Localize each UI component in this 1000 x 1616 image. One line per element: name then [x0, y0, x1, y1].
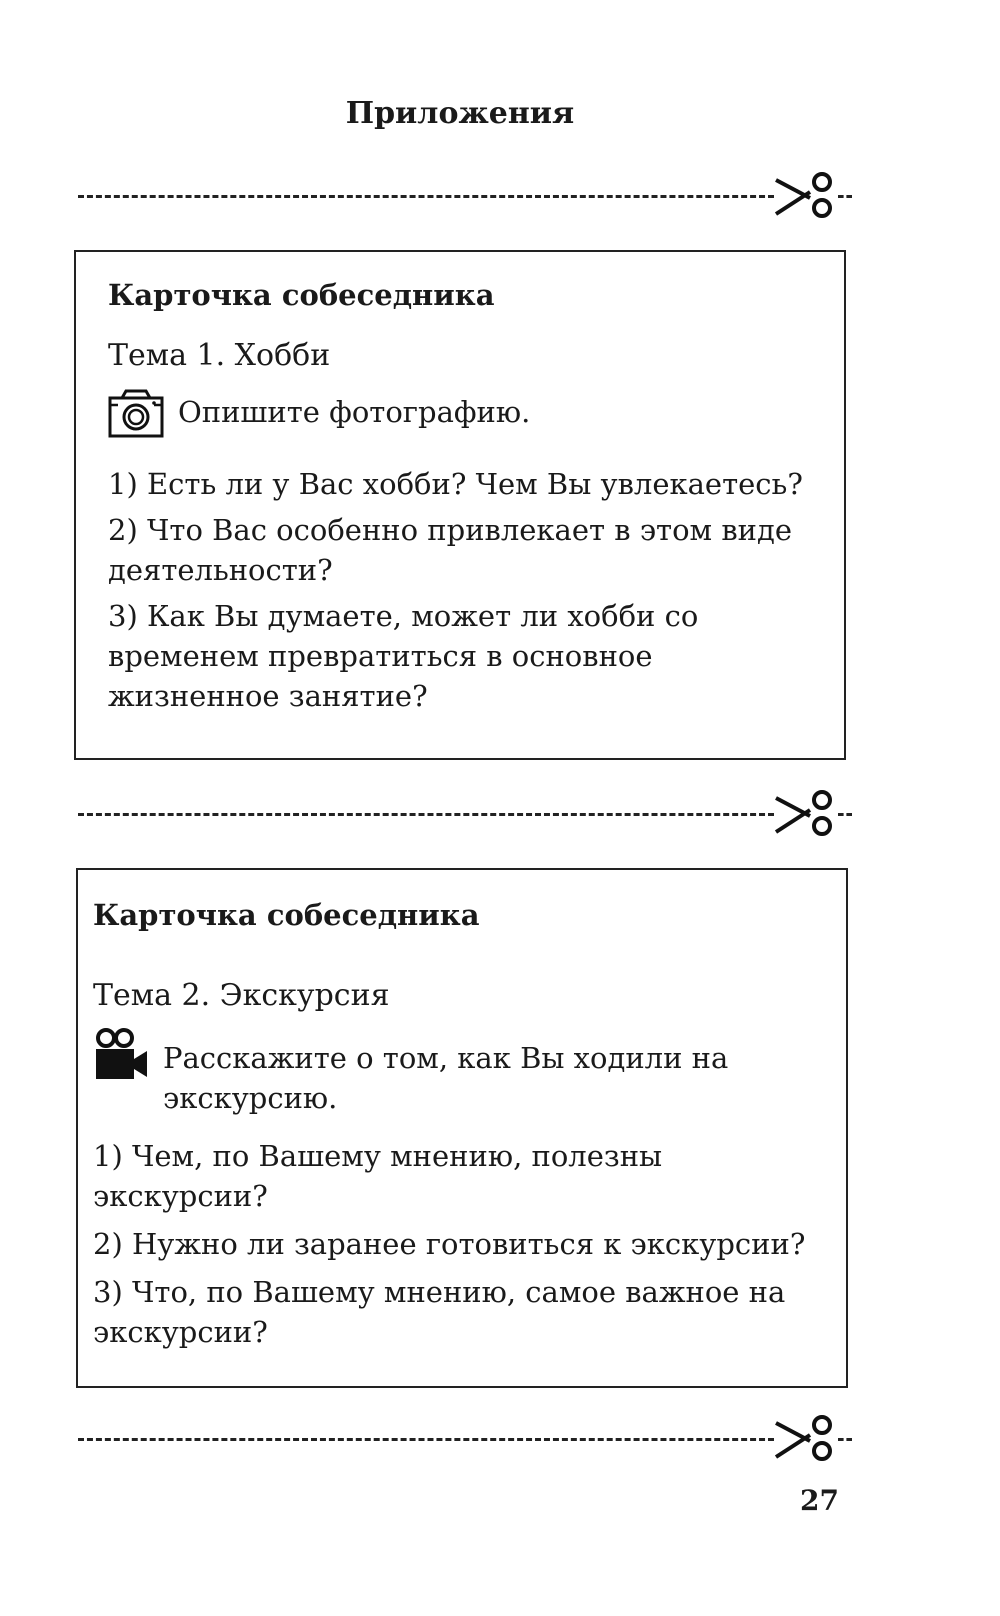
- video-camera-icon: [93, 1026, 149, 1082]
- interlocutor-card-1: [74, 250, 846, 760]
- page-number: 27: [800, 1484, 839, 1517]
- card-topic: Тема 2. Экскурсия: [93, 978, 390, 1013]
- cut-line: [78, 1413, 848, 1463]
- question-1: 1) Чем, по Вашему мнению, полезны экскурсии?: [93, 1139, 663, 1213]
- card-title: Карточка собеседника: [108, 278, 495, 312]
- camera-icon: [108, 388, 164, 438]
- scissors-icon: [772, 1413, 838, 1463]
- interlocutor-card-2: [76, 868, 848, 1388]
- card-title: Карточка собеседника: [93, 898, 480, 932]
- question-1: 1) Есть ли у Вас хобби? Чем Вы увлекаетесь?: [108, 467, 803, 501]
- scissors-icon: [772, 788, 838, 838]
- card-task: Опишите фотографию.: [178, 395, 531, 429]
- card-task: Расскажите о том, как Вы ходили на экскурсию.: [163, 1041, 729, 1115]
- question-3: 3) Что, по Вашему мнению, самое важное на экскурсии?: [93, 1275, 786, 1349]
- question-2: 2) Нужно ли заранее готовиться к экскурсии?: [93, 1227, 806, 1261]
- page-header: Приложения: [345, 96, 575, 131]
- card-topic: Тема 1. Хобби: [108, 338, 331, 373]
- scissors-icon: [772, 170, 838, 220]
- question-2: 2) Что Вас особенно привлекает в этом виде деятельности?: [108, 513, 793, 587]
- cut-line: [78, 170, 848, 220]
- question-3: 3) Как Вы думаете, может ли хобби со временем превратиться в основное жизненное занятие?: [108, 599, 699, 713]
- cut-line: [78, 788, 848, 838]
